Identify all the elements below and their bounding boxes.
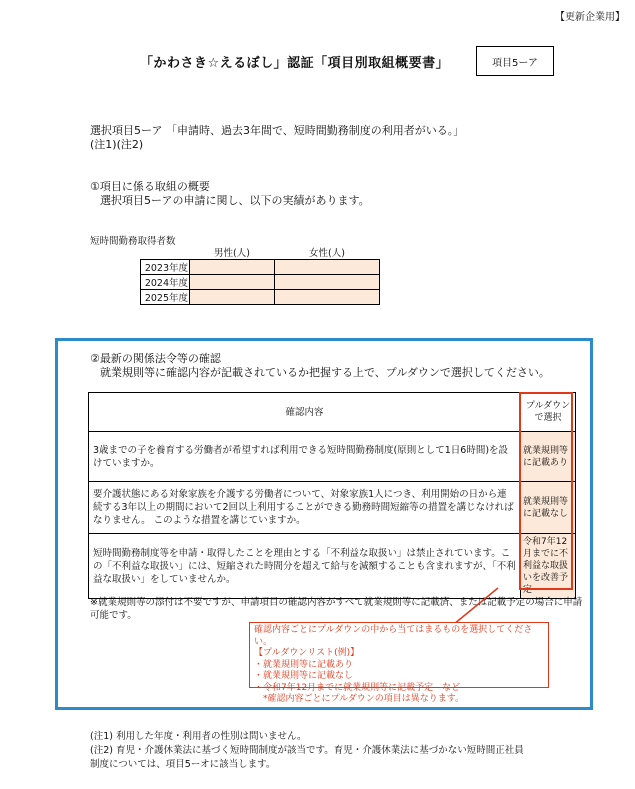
confirmation-content: 3歳までの子を養育する労働者が希望すれば利用できる短時間勤務制度(原則として1日6時間)を設けていますか。 (89, 432, 521, 482)
short-time-work-table (140, 245, 380, 305)
pulldown-select[interactable]: 就業規則等に記載あり (521, 432, 576, 482)
row-label: 2023年度 (141, 260, 190, 275)
selected-item-text: 選択項目5ーア 「申請時、過去3年間で、短時間勤務制度の利用者がいる。」 (90, 124, 465, 137)
attachment-note: ※就業規則等の添付は不要ですが、申請項目の確認内容がすべて就業規則等に記載済、または記載予定の場合に申請可能です。 (90, 597, 583, 621)
item-number-box (476, 46, 554, 76)
male-count-input[interactable] (190, 260, 275, 275)
section1-text: 選択項目5ーアの申請に関し、以下の実績があります。 (100, 194, 370, 207)
row-label: 2024年度 (141, 275, 190, 290)
pulldown-column-highlight (519, 392, 573, 590)
callout-line (454, 588, 498, 624)
item-number-label: 項目5ーア (492, 57, 538, 69)
pulldown-header: プルダウンで選択 (521, 393, 576, 432)
table-row (89, 482, 576, 534)
pulldown-select[interactable]: 令和7年12月までに不利益な取扱いを改善予定 (521, 534, 576, 599)
female-count-input[interactable] (275, 275, 380, 290)
table-caption: 短時間勤務取得者数 (90, 236, 176, 247)
confirmation-content: 短時間勤務制度等を申請・取得したことを理由とする「不利益な取扱い」は禁止されています。この「不利益な取扱い」には、短縮された時間分を超えて給与を減額することも含まれますが、「不利益な取扱い」をしていませんか。 (89, 534, 521, 599)
column-male: 男性(人) (190, 245, 275, 260)
pulldown-select[interactable]: 就業規則等に記載なし (521, 482, 576, 534)
table-corner (141, 245, 190, 260)
popup-line: 確認内容ごとにプルダウンの中から当てはまるものを選択してください。 (254, 625, 533, 647)
popup-line: 【プルダウンリスト(例)】 (254, 648, 360, 658)
table-row (89, 432, 576, 482)
popup-line: ・令和7年12月までに就業規則等に記載予定 など (254, 682, 461, 693)
footnote-1: (注1) 利用した年度・利用者の性別は問いません。 (90, 731, 307, 742)
confirmation-content: 要介護状態にある対象家族を介護する労働者について、対象家族1人につき、利用開始の日から連続する3年以上の期間において2回以上利用することができる勤務時間短縮等の措置を講じなければなりません。 このような措置を講じていますか。 (89, 482, 521, 534)
form-type-tag: 【更新企業用】 (555, 12, 625, 23)
table-row (141, 290, 380, 305)
male-count-input[interactable] (190, 290, 275, 305)
confirmation-table (88, 392, 576, 599)
popup-line: ・就業規則等に記載なし (254, 671, 354, 681)
table-row (141, 260, 380, 275)
row-label: 2025年度 (141, 290, 190, 305)
column-female: 女性(人) (275, 245, 380, 260)
section2-text: 就業規則等に確認内容が記載されているか把握する上で、プルダウンで選択してください。 (100, 366, 550, 379)
popup-line: ・就業規則等に記載あり (254, 659, 354, 670)
footnote-2: (注2) 育児・介護休業法に基づく短時間制度が該当です。育児・介護休業法に基づかない短時間正社員 (90, 745, 524, 756)
footnote-2-cont: 制度については、項目5ーオに該当します。 (90, 759, 276, 770)
notes-reference: (注1)(注2) (90, 138, 144, 151)
callout-pointer (450, 586, 530, 626)
male-count-input[interactable] (190, 275, 275, 290)
page-title: 「かわさき☆えるぼし」認証「項目別取組概要書」 (140, 56, 450, 71)
confirmation-content-header: 確認内容 (89, 393, 521, 432)
female-count-input[interactable] (275, 290, 380, 305)
popup-line: *確認内容ごとにプルダウンの項目は異なります。 (254, 694, 465, 704)
female-count-input[interactable] (275, 260, 380, 275)
section1-heading: ①項目に係る取組の概要 (90, 180, 210, 193)
table-row (141, 275, 380, 290)
section2-heading: ②最新の関係法令等の確認 (90, 352, 221, 365)
pulldown-help-popup (249, 622, 549, 704)
